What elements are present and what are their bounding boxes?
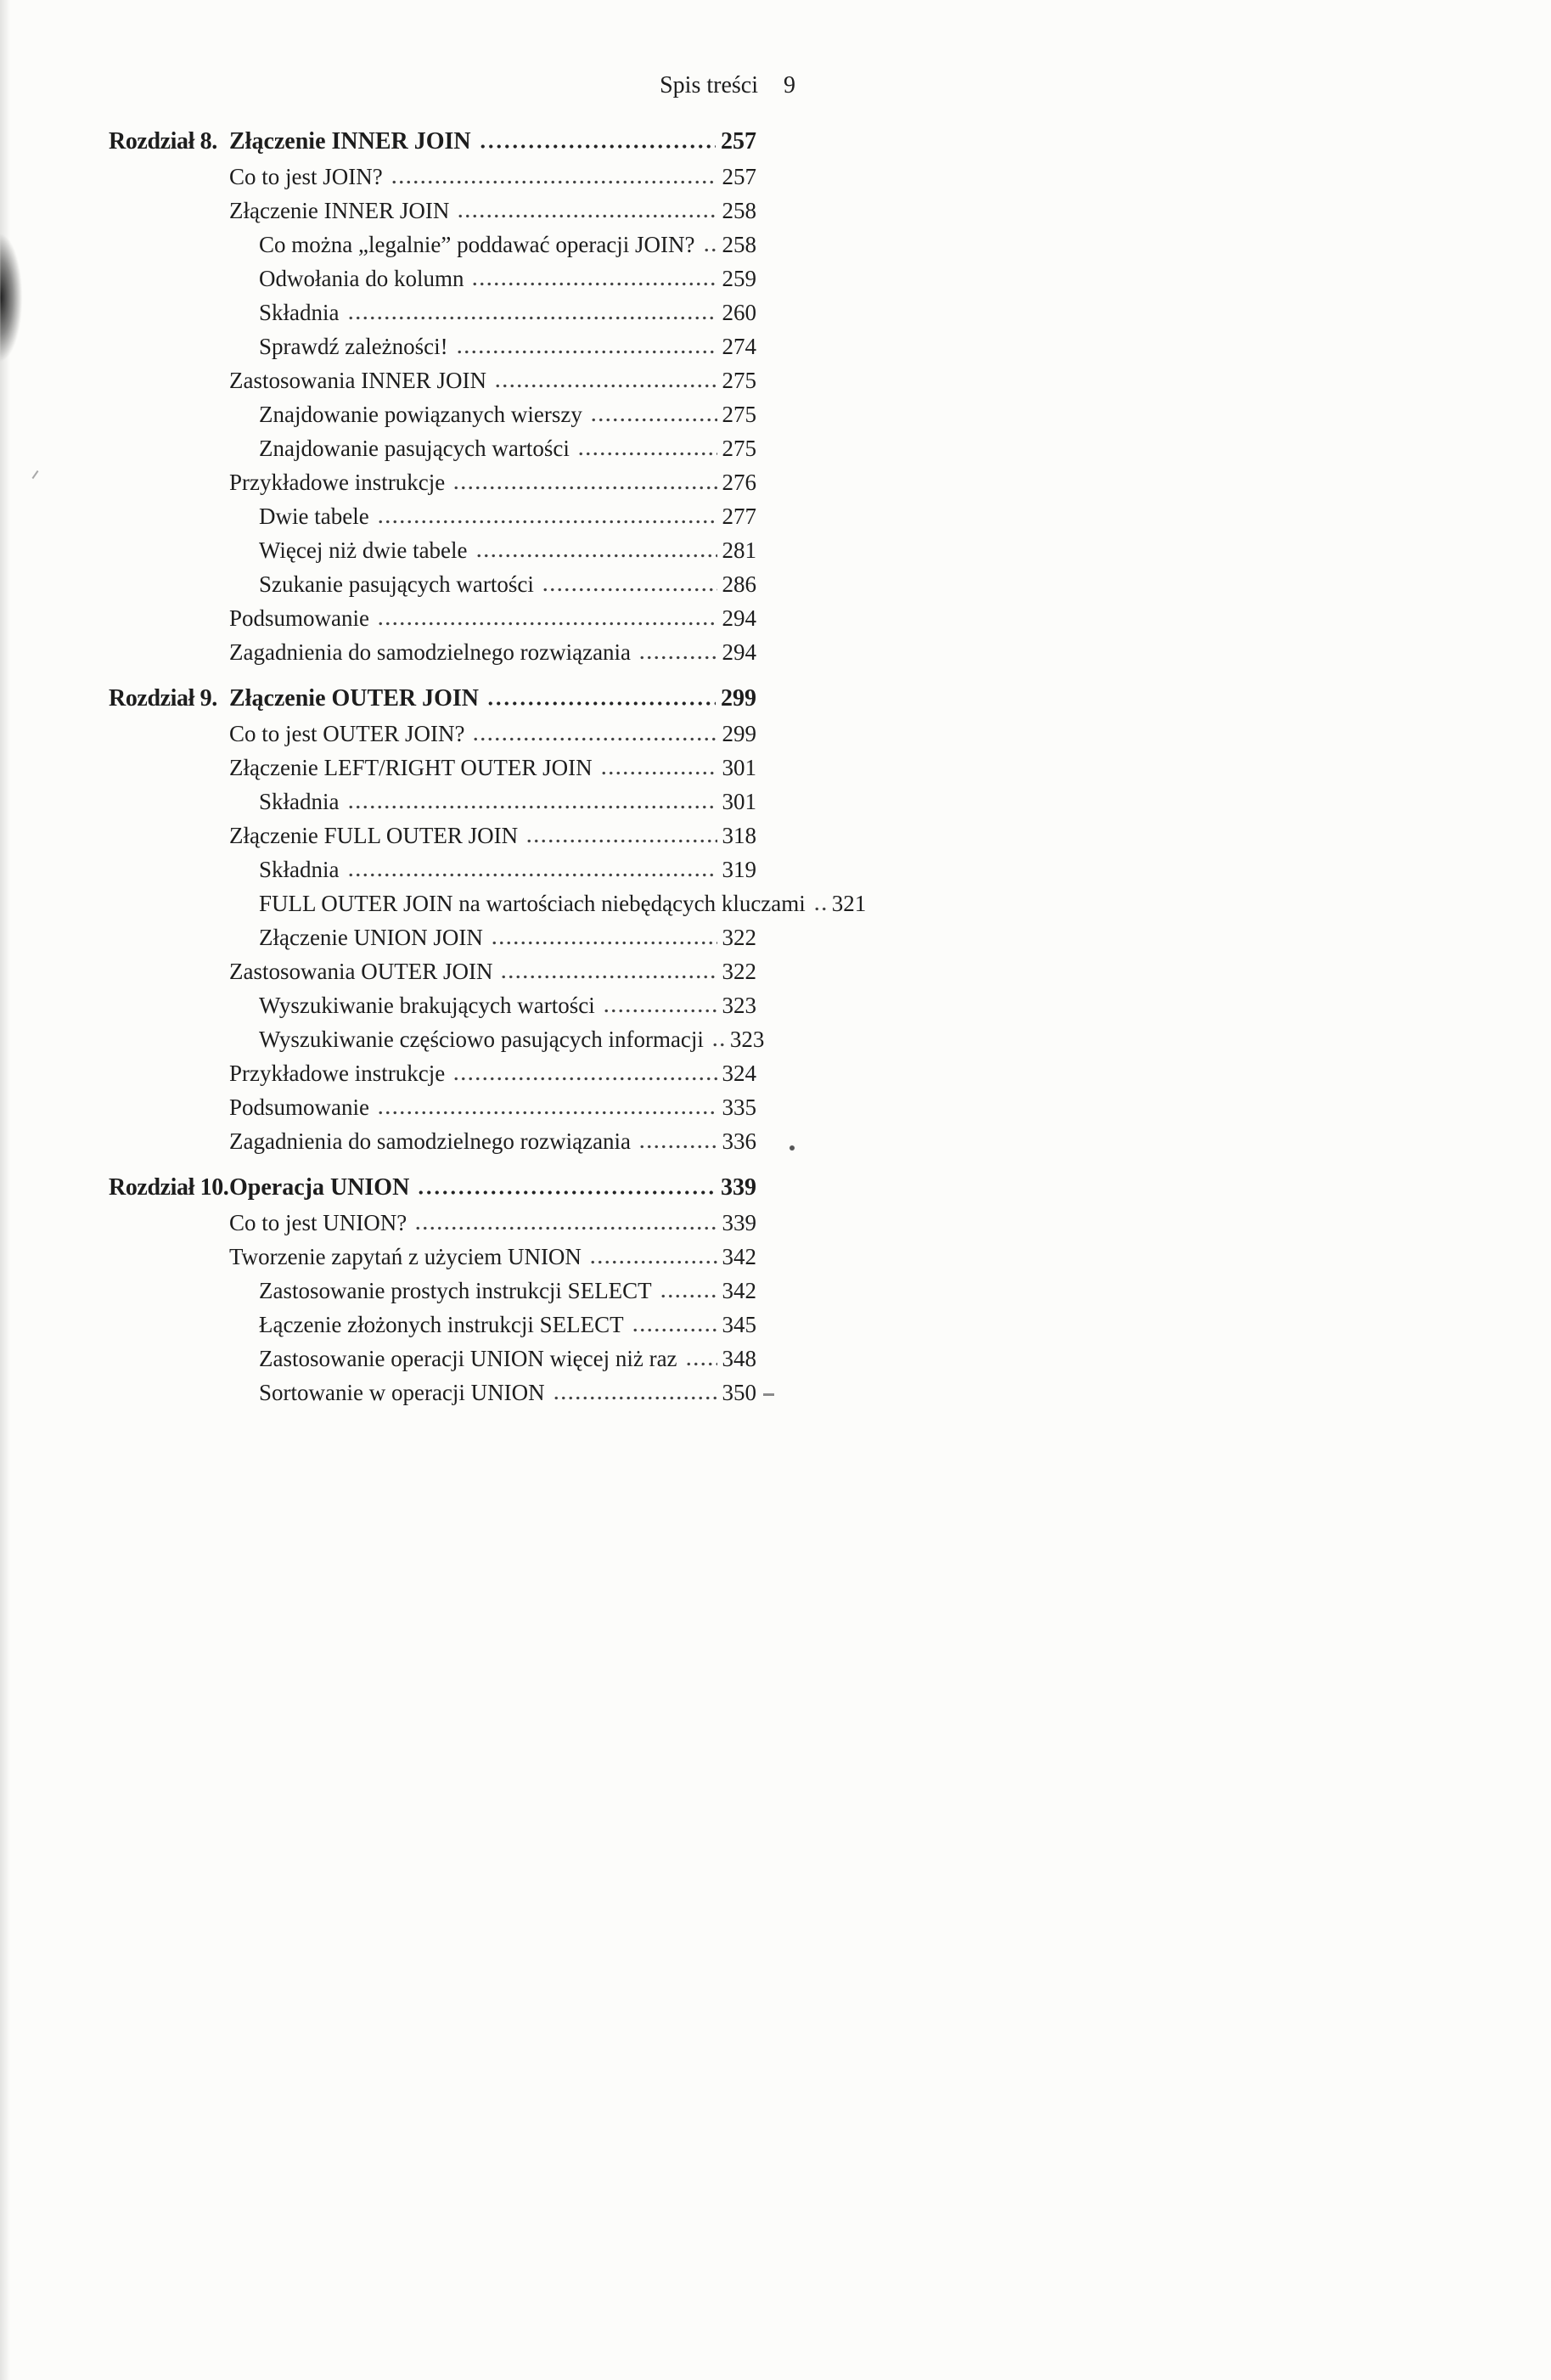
entry-title: Zastosowania INNER JOIN	[229, 368, 486, 393]
entry-title: Zastosowania OUTER JOIN	[229, 959, 493, 984]
toc-entry-row	[259, 1026, 765, 1060]
entry-title: Zagadnienia do samodzielnego rozwiązania	[229, 639, 632, 665]
dot-leader	[491, 941, 717, 945]
toc-entry-row	[229, 469, 756, 503]
toc-entry-row	[229, 754, 756, 788]
toc-entry-row	[259, 1345, 756, 1379]
dot-leader	[452, 486, 716, 490]
entry-title: Złączenie UNION JOIN	[259, 925, 483, 950]
scan-speck	[32, 470, 39, 479]
entry-title: Znajdowanie pasujących wartości	[259, 436, 570, 461]
entry-page-number: 258	[722, 198, 756, 223]
entry-title: Złączenie LEFT/RIGHT OUTER JOIN	[229, 755, 593, 780]
entry-title: Składnia	[259, 300, 340, 325]
dot-leader	[457, 214, 716, 218]
toc-entry-row	[229, 1094, 756, 1128]
dot-leader	[542, 588, 717, 592]
entry-title: Wyszukiwanie częściowo pasujących informacji	[259, 1027, 704, 1052]
toc-entry-row	[259, 924, 756, 958]
toc-entry-row	[229, 1060, 756, 1094]
entry-page-number: 322	[722, 959, 756, 984]
entry-title: Łączenie złożonych instrukcji SELECT	[259, 1312, 624, 1337]
dot-leader	[456, 350, 717, 354]
entry-page-number: 323	[729, 1027, 765, 1052]
dot-leader	[711, 1043, 725, 1047]
dot-leader	[347, 873, 717, 877]
toc-entry-row	[229, 1128, 756, 1162]
chapter-title: Złączenie INNER JOIN	[229, 128, 471, 155]
dot-leader	[494, 384, 717, 388]
dot-leader	[479, 144, 716, 149]
toc-entry-row	[229, 197, 756, 231]
dot-leader	[347, 316, 717, 320]
chapter-page-number: 257	[721, 128, 756, 155]
toc-chapter-row	[109, 1173, 756, 1209]
scan-speck	[763, 1393, 774, 1396]
dot-leader	[553, 1396, 717, 1400]
toc-entry-row	[259, 401, 756, 435]
toc-entry-row	[259, 537, 756, 571]
toc-entry-row	[259, 503, 756, 537]
dot-leader	[377, 520, 717, 524]
entry-page-number: 350	[722, 1380, 756, 1405]
dot-leader	[603, 1009, 717, 1013]
running-head-title: Spis treści	[660, 72, 758, 98]
entry-title: Zastosowanie operacji UNION więcej niż raz	[259, 1346, 677, 1371]
entry-page-number: 294	[722, 605, 756, 631]
toc-entry-row	[229, 822, 756, 856]
toc-entry-row	[259, 333, 756, 367]
page-edge-shading	[0, 0, 10, 2380]
entry-page-number: 324	[722, 1061, 756, 1086]
entry-title: Sprawdź zależności!	[259, 334, 448, 359]
toc-entry-row	[259, 231, 756, 265]
chapter-title: Operacja UNION	[229, 1174, 410, 1201]
dot-leader	[417, 1190, 716, 1195]
dot-leader	[813, 907, 827, 911]
toc-entry-row	[229, 605, 756, 639]
toc-entry-row	[259, 265, 756, 299]
entry-page-number: 319	[722, 857, 756, 882]
entry-page-number: 286	[722, 571, 756, 597]
chapter-page-number: 299	[721, 685, 756, 712]
toc-chapter-row	[109, 684, 756, 720]
dot-leader	[660, 1294, 717, 1298]
entry-title: Co to jest JOIN?	[229, 164, 383, 189]
entry-page-number: 257	[722, 164, 756, 189]
entry-page-number: 336	[722, 1128, 756, 1154]
entry-title: Przykładowe instrukcje	[229, 1061, 446, 1086]
dot-leader	[600, 771, 717, 775]
chapter-page-number: 339	[721, 1174, 756, 1201]
entry-title: Szukanie pasujących wartości	[259, 571, 534, 597]
entry-title: Złączenie FULL OUTER JOIN	[229, 823, 519, 848]
entry-title: Wyszukiwanie brakujących wartości	[259, 993, 595, 1018]
entry-page-number: 276	[722, 470, 756, 495]
entry-page-number: 342	[722, 1278, 756, 1303]
dot-leader	[525, 839, 716, 843]
entry-title: Co to jest OUTER JOIN?	[229, 721, 465, 746]
entry-title: Dwie tabele	[259, 504, 369, 529]
dot-leader	[377, 1111, 717, 1115]
entry-page-number: 322	[722, 925, 756, 950]
dot-leader	[486, 701, 716, 706]
chapter-label: Rozdział 9.	[109, 685, 217, 712]
entry-title: Sortowanie w operacji UNION	[259, 1380, 545, 1405]
dot-leader	[475, 554, 717, 558]
entry-page-number: 260	[722, 300, 756, 325]
dot-leader	[471, 282, 716, 286]
dot-leader	[632, 1328, 717, 1332]
entry-title: Podsumowanie	[229, 605, 369, 631]
dot-leader	[577, 452, 717, 456]
entry-page-number: 339	[722, 1210, 756, 1235]
dot-leader	[685, 1362, 717, 1366]
toc-entry-row	[259, 856, 756, 890]
running-head	[660, 73, 795, 99]
toc-entry-row	[259, 1277, 756, 1311]
entry-page-number: 275	[722, 436, 756, 461]
entry-title: Zastosowanie prostych instrukcji SELECT	[259, 1278, 652, 1303]
toc-entry-row	[229, 1243, 756, 1277]
dot-leader	[347, 805, 717, 809]
toc-entry-row	[229, 163, 756, 197]
entry-page-number: 323	[722, 993, 756, 1018]
running-head-page-number: 9	[784, 72, 795, 98]
dot-leader	[703, 248, 717, 252]
chapter-title: Złączenie OUTER JOIN	[229, 685, 479, 712]
entry-page-number: 258	[722, 232, 756, 257]
toc-entry-row	[229, 958, 756, 992]
entry-page-number: 301	[722, 789, 756, 814]
entry-page-number: 342	[722, 1244, 756, 1269]
dot-leader	[452, 1077, 716, 1081]
entry-page-number: 335	[722, 1094, 756, 1120]
toc-entry-row	[259, 890, 867, 924]
entry-page-number: 274	[722, 334, 756, 359]
entry-title: Odwołania do kolumn	[259, 266, 464, 291]
chapter-label: Rozdział 8.	[109, 128, 217, 155]
scan-smudge-artifact	[0, 219, 24, 376]
entry-title: Tworzenie zapytań z użyciem UNION	[229, 1244, 582, 1269]
dot-leader	[638, 1145, 716, 1149]
entry-page-number: 301	[722, 755, 756, 780]
entry-page-number: 345	[722, 1312, 756, 1337]
toc-entry-row	[259, 299, 756, 333]
entry-page-number: 299	[722, 721, 756, 746]
entry-page-number: 318	[722, 823, 756, 848]
dot-leader	[589, 1260, 717, 1264]
toc-entry-row	[259, 1311, 756, 1345]
toc-entry-row	[229, 720, 756, 754]
entry-title: Co można „legalnie” poddawać operacji JOIN?	[259, 232, 695, 257]
toc-entry-row	[259, 435, 756, 469]
entry-title: Przykładowe instrukcje	[229, 470, 446, 495]
entry-title: Zagadnienia do samodzielnego rozwiązania	[229, 1128, 632, 1154]
entry-title: Podsumowanie	[229, 1094, 369, 1120]
scan-speck	[790, 1145, 795, 1151]
entry-title: Więcej niż dwie tabele	[259, 537, 468, 563]
table-of-contents	[109, 127, 867, 1413]
entry-title: Składnia	[259, 789, 340, 814]
toc-entry-row	[259, 788, 756, 822]
entry-page-number: 294	[722, 639, 756, 665]
entry-page-number: 259	[722, 266, 756, 291]
dot-leader	[414, 1226, 716, 1230]
entry-title: Znajdowanie powiązanych wierszy	[259, 402, 582, 427]
entry-page-number: 281	[722, 537, 756, 563]
entry-title: FULL OUTER JOIN na wartościach niebędących kluczami	[259, 891, 806, 916]
toc-entry-row	[229, 639, 756, 672]
dot-leader	[391, 180, 717, 184]
toc-entry-row	[229, 1209, 756, 1243]
dot-leader	[638, 655, 716, 660]
chapter-label: Rozdział 10.	[109, 1174, 229, 1201]
entry-page-number: 277	[722, 504, 756, 529]
dot-leader	[590, 418, 717, 422]
toc-entry-row	[259, 571, 756, 605]
toc-entry-row	[259, 992, 756, 1026]
dot-leader	[377, 622, 717, 626]
entry-page-number: 275	[722, 368, 756, 393]
entry-page-number: 348	[722, 1346, 756, 1371]
entry-page-number: 321	[831, 891, 867, 916]
entry-title: Co to jest UNION?	[229, 1210, 407, 1235]
dot-leader	[472, 737, 716, 741]
entry-title: Złączenie INNER JOIN	[229, 198, 450, 223]
entry-page-number: 275	[722, 402, 756, 427]
entry-title: Składnia	[259, 857, 340, 882]
toc-chapter-row	[109, 127, 756, 163]
dot-leader	[500, 975, 716, 979]
toc-entry-row	[259, 1379, 756, 1413]
toc-entry-row	[229, 367, 756, 401]
